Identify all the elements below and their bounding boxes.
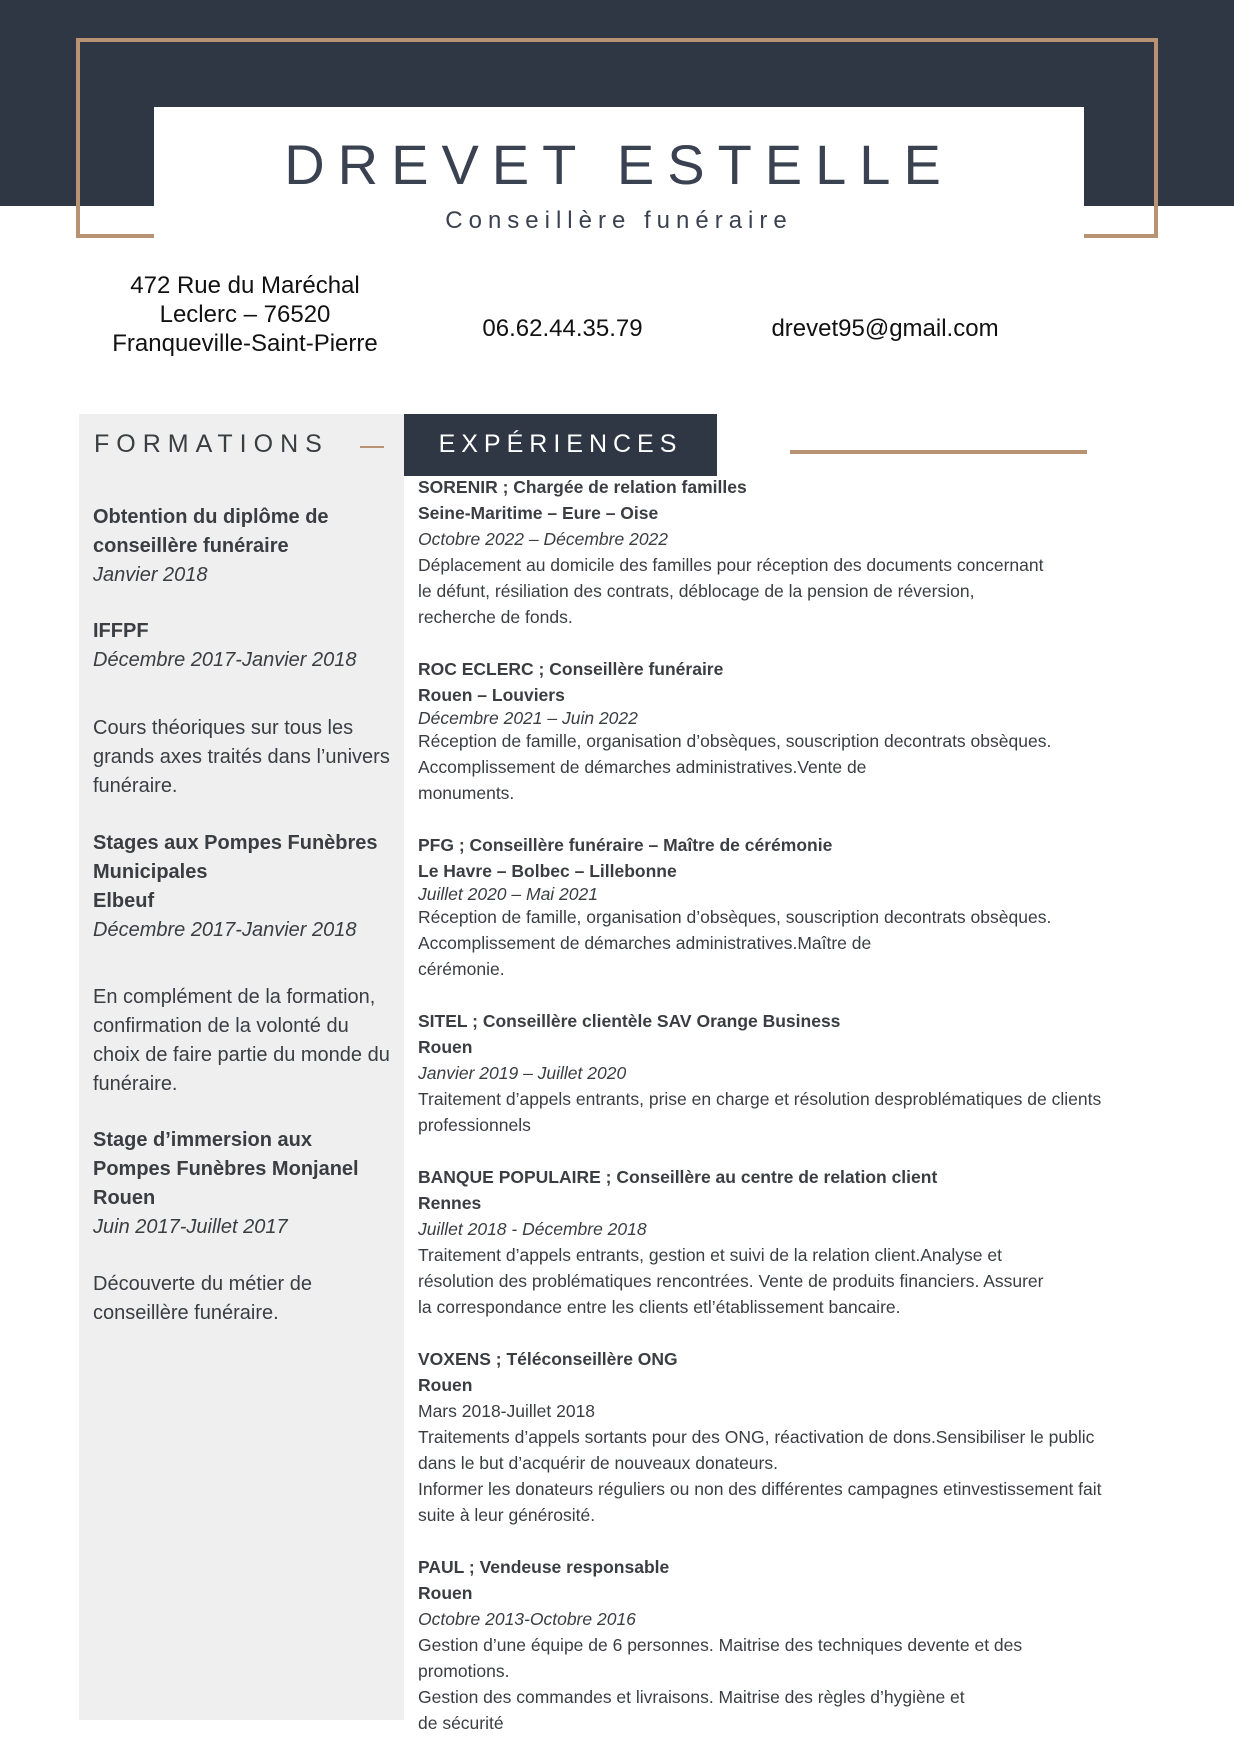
formation-item (93, 1270, 393, 1328)
job-description: Déplacement au domicile des familles pour réception des documents concernant le défunt, résiliation des contrats, déblocage de la pension de réversion, recherche de fonds. (418, 555, 1044, 627)
experiences-heading: EXPÉRIENCES (438, 430, 683, 458)
job-location: Rennes (418, 1193, 482, 1213)
formation-text: En complément de la formation, confirmation de la volonté du choix de faire partie du monde du funéraire. (93, 986, 390, 1095)
formation-date: Décembre 2017-Janvier 2018 (93, 919, 357, 941)
experience-item (418, 656, 1178, 806)
formation-item (93, 1126, 393, 1242)
job-title: ROC ECLERC ; Conseillère funéraire (418, 659, 724, 679)
formation-date: Juin 2017-Juillet 2017 (93, 1216, 288, 1238)
job-description: Traitement d’appels entrants, gestion et suivi de la relation client.Analyse et résolution des problématiques rencontrées. Vente de produits financiers. Assurer la correspondance entre les clients etl’établissement bancaire. (418, 1245, 1044, 1317)
formation-title: Obtention du diplôme de conseillère funéraire (93, 506, 329, 557)
job-location: Rouen (418, 1375, 473, 1395)
formation-date: Décembre 2017-Janvier 2018 (93, 649, 357, 671)
formation-item (93, 617, 393, 675)
job-date: Mars 2018-Juillet 2018 (418, 1401, 596, 1421)
formation-item (93, 503, 393, 590)
job-description: Réception de famille, organisation d’obsèques, souscription decontrats obsèques. Accomplissement de démarches administratives.Vente de monuments. (418, 731, 1052, 803)
experience-item (418, 1164, 1178, 1320)
experiences-heading-accent (790, 450, 1087, 454)
formation-item (93, 983, 393, 1099)
job-title: PAUL ; Vendeuse responsable (418, 1557, 670, 1577)
candidate-name: DREVET ESTELLE (284, 133, 954, 196)
job-date: Janvier 2019 – Juillet 2020 (418, 1063, 627, 1083)
formation-title: IFFPF (93, 620, 149, 642)
experience-list (418, 474, 1178, 1762)
formation-text: Découverte du métier de conseillère funéraire. (93, 1273, 313, 1324)
job-description: Traitements d’appels sortants pour des ONG, réactivation de dons.Sensibiliser le public dans le but d’acquérir de nouveaux donateurs. Informer les donateurs réguliers ou non des différentes campagnes etinvestissement fait suite à leur générosité. (418, 1427, 1102, 1525)
job-title: BANQUE POPULAIRE ; Conseillère au centre de relation client (418, 1167, 938, 1187)
experience-item (418, 1554, 1178, 1736)
job-title: VOXENS ; Téléconseillère ONG (418, 1349, 678, 1369)
experience-item (418, 474, 1178, 630)
job-location: Rouen – Louviers (418, 685, 565, 705)
job-title: SITEL ; Conseillère clientèle SAV Orange Business (418, 1011, 841, 1031)
formation-title: Stage d’immersion aux Pompes Funèbres Monjanel Rouen (93, 1129, 359, 1209)
formation-title: Stages aux Pompes Funèbres Municipales Elbeuf (93, 832, 378, 912)
job-description: Réception de famille, organisation d’obsèques, souscription decontrats obsèques. Accomplissement de démarches administratives.Maître de cérémonie. (418, 907, 1052, 979)
job-title: Conseillère funéraire (445, 207, 793, 234)
experience-item (418, 1008, 1178, 1138)
job-date: Octobre 2022 – Décembre 2022 (418, 529, 669, 549)
job-location: Seine-Maritime – Eure – Oise (418, 503, 659, 523)
job-location: Rouen (418, 1583, 473, 1603)
job-date: Juillet 2020 – Mai 2021 (418, 884, 598, 904)
formation-item (93, 829, 393, 945)
contact-phone: 06.62.44.35.79 (482, 315, 643, 342)
experience-item (418, 832, 1178, 982)
formation-item (93, 714, 393, 801)
formations-heading-accent (360, 446, 384, 448)
job-title: PFG ; Conseillère funéraire – Maître de cérémonie (418, 835, 833, 855)
contact-email: drevet95@gmail.com (771, 315, 999, 342)
job-date: Juillet 2018 - Décembre 2018 (418, 1219, 647, 1239)
job-description: Traitement d’appels entrants, prise en charge et résolution desproblématiques de clients professionnels (418, 1089, 1102, 1135)
contact-address: 472 Rue du Maréchal Leclerc – 76520 Franqueville-Saint-Pierre (112, 272, 378, 357)
job-location: Le Havre – Bolbec – Lillebonne (418, 861, 677, 881)
job-date: Octobre 2013-Octobre 2016 (418, 1609, 636, 1629)
formation-text: Cours théoriques sur tous les grands axes traités dans l’univers funéraire. (93, 717, 390, 797)
experience-item (418, 1346, 1178, 1528)
job-description: Gestion d’une équipe de 6 personnes. Maitrise des techniques devente et des promotions. Gestion des commandes et livraisons. Maitrise des règles d’hygiène et de sécurité (418, 1635, 1023, 1733)
job-title: SORENIR ; Chargée de relation familles (418, 477, 747, 497)
formation-date: Janvier 2018 (93, 564, 208, 586)
job-date: Décembre 2021 – Juin 2022 (418, 708, 638, 728)
job-location: Rouen (418, 1037, 473, 1057)
formations-heading: FORMATIONS (94, 430, 329, 458)
